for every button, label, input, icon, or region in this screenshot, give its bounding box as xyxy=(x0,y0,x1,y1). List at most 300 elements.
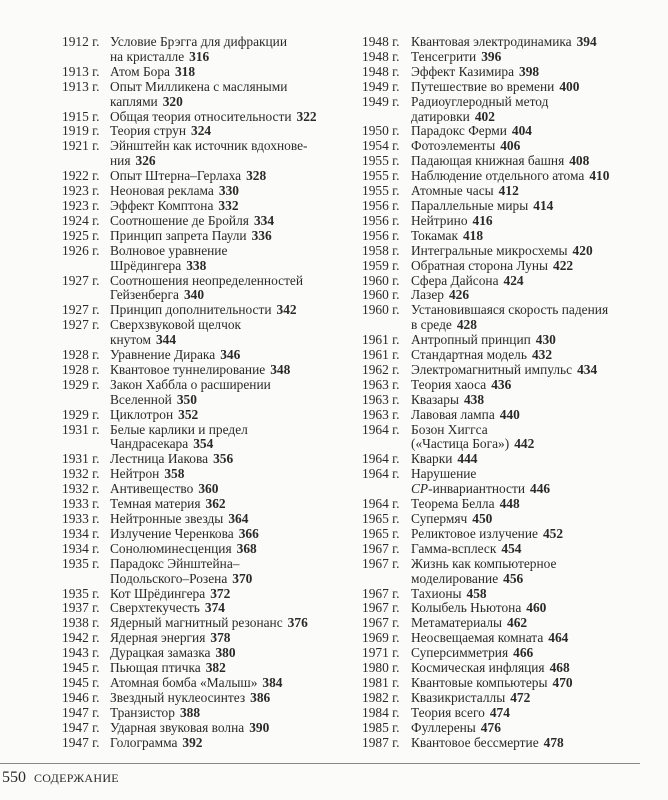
entry-title: Метаматериалы 462 xyxy=(411,615,528,631)
toc-entry[interactable] xyxy=(362,452,662,467)
entry-title: Нейтрон 358 xyxy=(110,466,185,482)
entry-title: Супермяч 450 xyxy=(411,511,493,526)
page-footer xyxy=(2,769,119,787)
entry-title: Лавовая лампа 440 xyxy=(411,406,520,422)
toc-entry[interactable] xyxy=(362,408,662,423)
entry-year: 1969 г. xyxy=(362,630,400,646)
entry-title: Бозон Хиггса («Частица Бога») 442 xyxy=(411,421,535,452)
entry-year: 1922 г. xyxy=(62,168,100,184)
entry-page-number: 396 xyxy=(481,48,502,64)
toc-entry[interactable] xyxy=(362,467,662,497)
entry-page-number: 340 xyxy=(183,287,205,303)
entry-title: Закон Хаббла о расширении Вселенной 350 xyxy=(110,376,271,407)
entry-title: Циклотрон 352 xyxy=(110,406,199,422)
entry-year: 1963 г. xyxy=(362,391,400,407)
entry-page-number: 434 xyxy=(577,361,598,377)
entry-page-number: 428 xyxy=(456,317,477,333)
entry-year: 1933 г. xyxy=(62,496,100,512)
toc-entry[interactable] xyxy=(62,184,352,199)
toc-entry[interactable] xyxy=(62,408,352,423)
entry-title: Квантовые компьютеры 470 xyxy=(411,674,573,690)
entry-page-number: 456 xyxy=(503,570,524,586)
toc-entry[interactable] xyxy=(362,557,662,587)
entry-title: Параллельные миры 414 xyxy=(411,197,554,213)
entry-year: 1933 г. xyxy=(62,511,100,526)
entry-page-number: 320 xyxy=(162,93,183,109)
toc-entry[interactable] xyxy=(362,303,662,333)
entry-page-number: 410 xyxy=(589,168,610,184)
entry-year: 1950 г. xyxy=(362,123,400,139)
entry-year: 1946 г. xyxy=(62,689,100,705)
toc-entry[interactable] xyxy=(62,631,352,646)
entry-title: Нарушение CP-инвариантности 446 xyxy=(411,466,551,497)
toc-entry[interactable] xyxy=(362,363,662,378)
entry-year: 1928 г. xyxy=(62,347,100,363)
entry-year: 1927 г. xyxy=(62,272,100,288)
toc-entry[interactable] xyxy=(62,318,352,348)
entry-year: 1984 г. xyxy=(362,704,400,720)
entry-title: Сфера Дайсона 424 xyxy=(411,272,524,288)
toc-entry[interactable] xyxy=(62,303,352,318)
entry-page-number: 442 xyxy=(514,436,535,452)
page-number: 550 xyxy=(2,769,26,786)
entry-title: Соотношение де Бройля 334 xyxy=(110,212,275,228)
entry-year: 1963 г. xyxy=(362,406,400,422)
entry-year: 1948 г. xyxy=(362,63,400,79)
entry-title: Белые карлики и предел Чандрасекара 354 xyxy=(110,421,248,452)
toc-entry[interactable] xyxy=(62,616,352,631)
entry-title: Квантовое бессмертие 478 xyxy=(411,734,564,750)
toc-entry[interactable] xyxy=(62,363,352,378)
entry-page-number: 478 xyxy=(543,734,564,750)
entry-year: 1963 г. xyxy=(362,376,400,392)
entry-year: 1945 г. xyxy=(62,660,100,676)
toc-entry[interactable] xyxy=(362,80,662,95)
entry-page-number: 330 xyxy=(218,183,239,199)
entry-year: 1945 г. xyxy=(62,674,100,690)
toc-entry[interactable] xyxy=(362,35,662,50)
entry-page-number: 376 xyxy=(287,615,308,631)
entry-year: 1943 г. xyxy=(62,645,100,661)
entry-title: Сверхтекучесть 374 xyxy=(110,600,225,616)
entry-title: Парадокс Эйнштейна– Подольского–Розена 370 xyxy=(110,555,253,586)
entry-page-number: 372 xyxy=(210,585,231,601)
toc-entry[interactable] xyxy=(62,378,352,408)
entry-title: Эффект Комптона 332 xyxy=(110,197,239,213)
entry-year: 1960 г. xyxy=(362,287,400,303)
entry-title: Уравнение Дирака 346 xyxy=(110,347,241,363)
entry-year: 1925 г. xyxy=(62,227,100,243)
toc-entry[interactable] xyxy=(62,497,352,512)
entry-year: 1964 г. xyxy=(362,421,400,437)
entry-title: Общая теория относительности 322 xyxy=(110,108,317,124)
toc-entry[interactable] xyxy=(362,124,662,139)
toc-entry[interactable] xyxy=(362,497,662,512)
toc-entry[interactable] xyxy=(62,587,352,602)
toc-entry[interactable] xyxy=(62,676,352,691)
entry-title: Парадокс Ферми 404 xyxy=(411,123,532,139)
entry-title: Неосвещаемая комната 464 xyxy=(411,630,569,646)
entry-year: 1927 г. xyxy=(62,302,100,318)
entry-page-number: 362 xyxy=(205,496,226,512)
footer-divider xyxy=(0,763,640,764)
entry-title: Падающая книжная башня 408 xyxy=(411,153,590,169)
entry-page-number: 420 xyxy=(572,242,593,258)
entry-title: Нейтрино 416 xyxy=(411,212,493,228)
entry-page-number: 432 xyxy=(531,347,553,363)
toc-entry[interactable] xyxy=(62,110,352,125)
entry-title: Теория всего 474 xyxy=(411,704,510,720)
entry-title: Космическая инфляция 468 xyxy=(411,660,570,676)
toc-entry[interactable] xyxy=(62,274,352,304)
entry-year: 1921 г. xyxy=(62,138,100,154)
toc-entry[interactable] xyxy=(362,393,662,408)
toc-entry[interactable] xyxy=(362,154,662,169)
entry-year: 1931 г. xyxy=(62,451,100,467)
toc-entry[interactable] xyxy=(362,378,662,393)
entry-page-number: 388 xyxy=(179,704,201,720)
entry-year: 1971 г. xyxy=(362,645,400,661)
toc-entry[interactable] xyxy=(62,482,352,497)
toc-entry[interactable] xyxy=(62,691,352,706)
entry-page-number: 386 xyxy=(250,689,271,705)
entry-title: Тахионы 458 xyxy=(411,585,487,601)
entry-year: 1955 г. xyxy=(362,153,400,169)
entry-title: Ударная звуковая волна 390 xyxy=(110,719,270,735)
entry-page-number: 326 xyxy=(135,153,156,169)
toc-entry[interactable] xyxy=(362,587,662,602)
entry-year: 1937 г. xyxy=(62,600,100,616)
entry-title: Кот Шрёдингера 372 xyxy=(110,585,231,601)
entry-page-number: 474 xyxy=(489,704,510,720)
entry-year: 1987 г. xyxy=(362,734,400,750)
toc-entry[interactable] xyxy=(62,348,352,363)
entry-year: 1932 г. xyxy=(62,481,100,497)
entry-title: Радиоуглеродный метод датировки 402 xyxy=(411,93,549,124)
toc-entry[interactable] xyxy=(362,95,662,125)
entry-title: Колыбель Ньютона 460 xyxy=(411,600,547,616)
toc-entry[interactable] xyxy=(62,512,352,527)
toc-entry[interactable] xyxy=(62,169,352,184)
toc-entry[interactable] xyxy=(362,259,662,274)
toc-entry[interactable] xyxy=(62,244,352,274)
entry-year: 1947 г. xyxy=(62,719,100,735)
entry-title: Реликтовое излучение 452 xyxy=(411,525,564,541)
entry-page-number: 438 xyxy=(463,391,485,407)
toc-entry[interactable] xyxy=(362,423,662,453)
entry-year: 1915 г. xyxy=(62,108,100,124)
entry-page-number: 336 xyxy=(251,227,272,243)
toc-entry[interactable] xyxy=(62,139,352,169)
entry-page-number: 358 xyxy=(164,466,185,482)
entry-page-number: 460 xyxy=(526,600,547,616)
entry-page-number: 426 xyxy=(448,287,470,303)
toc-entry[interactable] xyxy=(362,736,662,751)
entry-title: Антивещество 360 xyxy=(110,481,219,497)
entry-title: Интегральные микросхемы 420 xyxy=(411,242,593,258)
entry-title: Теория хаоса 436 xyxy=(411,376,512,392)
entry-year: 1929 г. xyxy=(62,406,100,422)
entry-year: 1956 г. xyxy=(362,197,400,213)
toc-entry[interactable] xyxy=(62,542,352,557)
entry-page-number: 392 xyxy=(182,734,203,750)
entry-year: 1935 г. xyxy=(62,555,100,571)
entry-year: 1982 г. xyxy=(362,689,400,705)
toc-entry[interactable] xyxy=(62,601,352,616)
entry-year: 1962 г. xyxy=(362,361,400,377)
toc-entry[interactable] xyxy=(62,467,352,482)
entry-title: Нейтронные звезды 364 xyxy=(110,511,249,526)
entry-page-number: 446 xyxy=(530,481,551,497)
toc-entry[interactable] xyxy=(362,601,662,616)
toc-entry[interactable] xyxy=(62,229,352,244)
toc-entry[interactable] xyxy=(362,527,662,542)
entry-title: Антропный принцип 430 xyxy=(411,332,556,348)
entry-page-number: 448 xyxy=(499,496,520,512)
toc-entry[interactable] xyxy=(362,184,662,199)
entry-title: Теорема Белла 448 xyxy=(411,496,520,512)
toc-entry[interactable] xyxy=(62,423,352,453)
toc-entry[interactable] xyxy=(362,721,662,736)
entry-title: Квазикристаллы 472 xyxy=(411,689,531,705)
entry-title: Атомные часы 412 xyxy=(411,183,519,199)
entry-page-number: 384 xyxy=(262,674,283,690)
entry-year: 1924 г. xyxy=(62,212,100,228)
entry-page-number: 402 xyxy=(474,108,495,124)
entry-page-number: 470 xyxy=(552,674,573,690)
entry-title: Лестница Иакова 356 xyxy=(110,451,234,467)
toc-entry[interactable] xyxy=(362,139,662,154)
entry-page-number: 450 xyxy=(472,511,493,526)
toc-entry[interactable] xyxy=(62,452,352,467)
toc-entry[interactable] xyxy=(362,50,662,65)
entry-title: Тенсегрити 396 xyxy=(411,48,502,64)
entry-page-number: 366 xyxy=(238,525,259,541)
entry-year: 1912 г. xyxy=(62,34,100,49)
entry-page-number: 462 xyxy=(507,615,528,631)
entry-year: 1967 г. xyxy=(362,585,400,601)
entry-year: 1923 г. xyxy=(62,197,100,213)
entry-year: 1926 г. xyxy=(62,242,100,258)
entry-title: Условие Брэгга для дифракции на кристалле 316 xyxy=(110,34,288,64)
toc-entry[interactable] xyxy=(362,65,662,80)
entry-year: 1959 г. xyxy=(362,257,400,273)
entry-year: 1932 г. xyxy=(62,466,100,482)
toc-entry[interactable] xyxy=(62,80,352,110)
entry-year: 1965 г. xyxy=(362,525,400,541)
entry-page-number: 390 xyxy=(249,719,270,735)
toc-entry[interactable] xyxy=(362,244,662,259)
entry-year: 1942 г. xyxy=(62,630,100,646)
entry-page-number: 466 xyxy=(513,645,534,661)
entry-page-number: 318 xyxy=(174,63,196,79)
toc-entry[interactable] xyxy=(62,527,352,542)
entry-year: 1938 г. xyxy=(62,615,100,631)
entry-page-number: 468 xyxy=(549,660,570,676)
entry-page-number: 324 xyxy=(191,123,212,139)
entry-year: 1913 г. xyxy=(62,78,100,94)
toc-entry[interactable] xyxy=(362,333,662,348)
entry-page-number: 380 xyxy=(215,645,236,661)
entry-year: 1935 г. xyxy=(62,585,100,601)
entry-title: Квантовое туннелирование 348 xyxy=(110,361,291,377)
entry-page-number: 354 xyxy=(193,436,214,452)
entry-title: Сверхзвуковой щелчок кнутом 344 xyxy=(110,317,242,348)
entry-year: 1955 г. xyxy=(362,183,400,199)
toc-entry[interactable] xyxy=(362,676,662,691)
toc-entry[interactable] xyxy=(362,691,662,706)
entry-page-number: 422 xyxy=(553,257,574,273)
toc-entry[interactable] xyxy=(362,274,662,289)
toc-column-right xyxy=(362,35,662,751)
entry-page-number: 344 xyxy=(155,332,177,348)
entry-page-number: 398 xyxy=(519,63,540,79)
entry-page-number: 400 xyxy=(559,78,580,94)
entry-year: 1923 г. xyxy=(62,183,100,199)
toc-entry[interactable] xyxy=(62,736,352,751)
entry-page-number: 360 xyxy=(198,481,219,497)
toc-entry[interactable] xyxy=(62,124,352,139)
entry-year: 1947 г. xyxy=(62,734,100,750)
entry-year: 1964 г. xyxy=(362,451,400,467)
entry-year: 1928 г. xyxy=(62,361,100,377)
entry-page-number: 416 xyxy=(472,212,493,228)
toc-entry[interactable] xyxy=(62,661,352,676)
entry-title: Обратная сторона Луны 422 xyxy=(411,257,574,273)
entry-title: Излучение Черенкова 366 xyxy=(110,525,259,541)
entry-year: 1967 г. xyxy=(362,600,400,616)
toc-column-left xyxy=(62,35,352,751)
entry-title: Ядерный магнитный резонанс 376 xyxy=(110,615,308,631)
toc-entry[interactable] xyxy=(62,646,352,661)
entry-year: 1960 г. xyxy=(362,272,400,288)
entry-title: Атом Бора 318 xyxy=(110,63,196,79)
entry-page-number: 382 xyxy=(205,660,226,676)
toc-entry[interactable] xyxy=(362,214,662,229)
entry-page-number: 316 xyxy=(189,48,210,64)
entry-page-number: 418 xyxy=(462,227,484,243)
entry-page-number: 472 xyxy=(510,689,531,705)
entry-title: Принцип запрета Паули 336 xyxy=(110,227,272,243)
toc-entry[interactable] xyxy=(362,169,662,184)
entry-year: 1929 г. xyxy=(62,376,100,392)
entry-title: Атомная бомба «Малыш» 384 xyxy=(110,674,283,690)
toc-entry[interactable] xyxy=(62,557,352,587)
toc-entry[interactable] xyxy=(362,646,662,661)
entry-title: Соотношения неопределенностей Гейзенберга 340 xyxy=(110,272,304,303)
toc-entry[interactable] xyxy=(362,199,662,214)
entry-page-number: 412 xyxy=(498,183,519,199)
toc-entry[interactable] xyxy=(62,706,352,721)
entry-year: 1981 г. xyxy=(362,674,400,690)
entry-page-number: 364 xyxy=(228,511,249,526)
entry-year: 1967 г. xyxy=(362,555,400,571)
entry-year: 1961 г. xyxy=(362,347,400,363)
entry-page-number: 352 xyxy=(178,406,199,422)
entry-page-number: 346 xyxy=(220,347,241,363)
entry-page-number: 454 xyxy=(501,540,522,556)
entry-title: Опыт Штерна–Герлаха 328 xyxy=(110,168,267,184)
entry-year: 1965 г. xyxy=(362,511,400,526)
entry-year: 1980 г. xyxy=(362,660,400,676)
entry-title: Голограмма 392 xyxy=(110,734,203,750)
entry-year: 1934 г. xyxy=(62,525,100,541)
entry-year: 1927 г. xyxy=(62,317,100,333)
toc-entry[interactable] xyxy=(362,288,662,303)
entry-year: 1958 г. xyxy=(362,242,400,258)
entry-year: 1956 г. xyxy=(362,227,400,243)
entry-year: 1949 г. xyxy=(362,93,400,109)
entry-page-number: 342 xyxy=(276,302,297,318)
entry-title: Квантовая электродинамика 394 xyxy=(411,34,597,49)
entry-year: 1960 г. xyxy=(362,302,400,318)
toc-entry[interactable] xyxy=(362,661,662,676)
entry-year: 1967 г. xyxy=(362,615,400,631)
toc-entry[interactable] xyxy=(362,348,662,363)
entry-year: 1964 г. xyxy=(362,496,400,512)
entry-title: Суперсимметрия 466 xyxy=(411,645,534,661)
entry-page-number: 322 xyxy=(296,108,317,124)
entry-page-number: 350 xyxy=(176,391,197,407)
entry-title: Транзистор 388 xyxy=(110,704,201,720)
toc-entry[interactable] xyxy=(62,65,352,80)
toc-entry[interactable] xyxy=(362,229,662,244)
entry-title: Фуллерены 476 xyxy=(411,719,501,735)
entry-page-number: 328 xyxy=(246,168,267,184)
entry-year: 1964 г. xyxy=(362,466,400,482)
entry-title: Лазер 426 xyxy=(411,287,470,303)
entry-year: 1961 г. xyxy=(362,332,400,348)
entry-year: 1947 г. xyxy=(62,704,100,720)
entry-title: Опыт Милликена с масляными каплями 320 xyxy=(110,78,288,109)
toc-entry[interactable] xyxy=(362,542,662,557)
entry-page-number: 334 xyxy=(253,212,275,228)
entry-year: 1934 г. xyxy=(62,540,100,556)
entry-year: 1955 г. xyxy=(362,168,400,184)
entry-title: Фотоэлементы 406 xyxy=(411,138,521,154)
entry-page-number: 332 xyxy=(218,197,239,213)
entry-year: 1948 г. xyxy=(362,34,400,49)
entry-title: Эффект Казимира 398 xyxy=(411,63,540,79)
entry-page-number: 356 xyxy=(213,451,234,467)
toc-entry[interactable] xyxy=(62,199,352,214)
entry-page-number: 338 xyxy=(186,257,207,273)
toc-entry[interactable] xyxy=(62,214,352,229)
entry-title: Токамак 418 xyxy=(411,227,484,243)
entry-year: 1913 г. xyxy=(62,63,100,79)
toc-entry[interactable] xyxy=(62,35,352,65)
entry-year: 1956 г. xyxy=(362,212,400,228)
entry-title: Волновое уравнение Шрёдингера 338 xyxy=(110,242,228,273)
toc-entry[interactable] xyxy=(362,631,662,646)
entry-year: 1931 г. xyxy=(62,421,100,437)
entry-title: Кварки 444 xyxy=(411,451,478,467)
toc-entry[interactable] xyxy=(362,616,662,631)
entry-year: 1967 г. xyxy=(362,540,400,556)
entry-page-number: 408 xyxy=(569,153,590,169)
entry-year: 1949 г. xyxy=(362,78,400,94)
toc-entry[interactable] xyxy=(362,512,662,527)
toc-entry[interactable] xyxy=(62,721,352,736)
toc-entry[interactable] xyxy=(362,706,662,721)
entry-year: 1919 г. xyxy=(62,123,100,139)
entry-title: Гамма-всплеск 454 xyxy=(411,540,522,556)
entry-page-number: 368 xyxy=(236,540,257,556)
entry-title: Темная материя 362 xyxy=(110,496,226,512)
entry-page-number: 424 xyxy=(503,272,524,288)
entry-page-number: 406 xyxy=(500,138,521,154)
entry-page-number: 436 xyxy=(491,376,512,392)
